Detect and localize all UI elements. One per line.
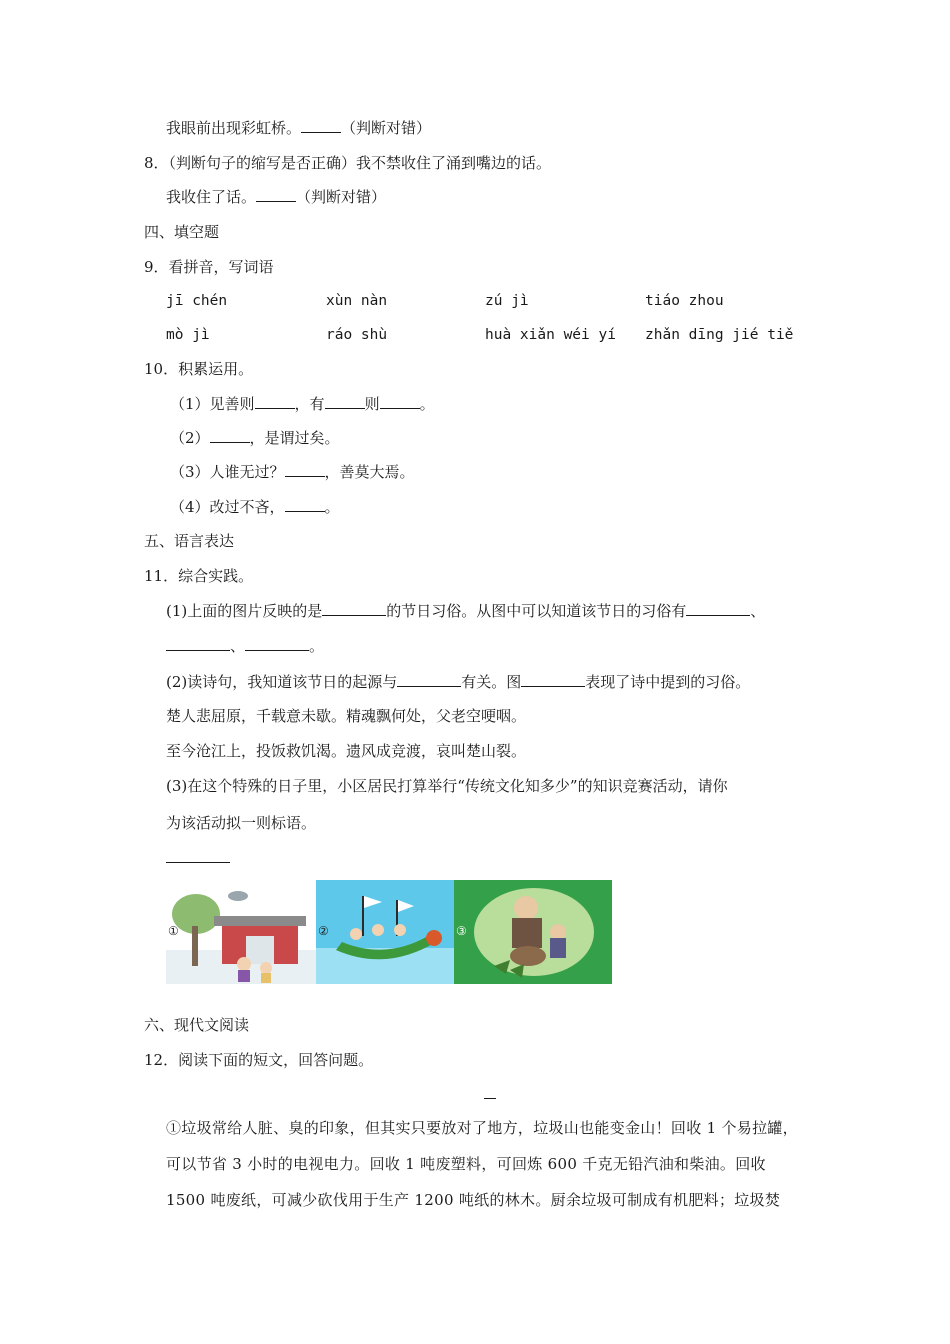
section-heading: 四、填空题 bbox=[144, 223, 220, 241]
dragon-boat-illustration bbox=[316, 880, 454, 984]
question-9: 9．看拼音，写词语 bbox=[144, 258, 274, 276]
answer-blank[interactable] bbox=[322, 601, 386, 616]
q10-item-1: （1）见善则 ，有 则 。 bbox=[170, 395, 435, 413]
festival-picture-gate bbox=[166, 880, 316, 984]
section-heading: 五、语言表达 bbox=[144, 532, 235, 550]
answer-blank[interactable] bbox=[166, 848, 230, 863]
q11-part-3-cont: 为该活动拟一则标语。 bbox=[166, 814, 317, 832]
answer-blank[interactable] bbox=[301, 118, 341, 133]
pinyin-item: zhǎn dīng jié tiě bbox=[645, 327, 794, 343]
answer-blank[interactable] bbox=[210, 428, 250, 443]
pinyin-item: xùn nàn bbox=[326, 293, 388, 309]
answer-blank[interactable] bbox=[325, 394, 365, 409]
zongzi-making-illustration bbox=[454, 880, 612, 984]
question-8: 8．（判断句子的缩写是否正确）我不禁收住了涌到嘴边的话。 bbox=[144, 154, 552, 172]
pinyin-item: ráo shù bbox=[326, 327, 388, 343]
question-11: 11．综合实践。 bbox=[144, 567, 254, 585]
q11-part-2: (2)读诗句，我知道该节日的起源与 有关。图 表现了诗中提到的习俗。 bbox=[166, 673, 751, 691]
answer-blank[interactable] bbox=[285, 497, 325, 512]
q11-part-1-cont: 、 。 bbox=[166, 636, 324, 656]
q11-part-3: (3)在这个特殊的日子里，小区居民打算举行“传统文化知多少”的知识竞赛活动，请你 bbox=[166, 777, 728, 795]
pinyin-item: zú jì bbox=[485, 293, 529, 309]
gate-scene-illustration bbox=[166, 880, 316, 984]
answer-blank[interactable] bbox=[686, 601, 750, 616]
question-12: 12．阅读下面的短文，回答问题。 bbox=[144, 1051, 374, 1069]
passage-title-dash bbox=[484, 1098, 496, 1099]
poem-line: 至今沧江上，投饭救饥渴。遗风成竞渡，哀叫楚山裂。 bbox=[166, 742, 527, 760]
answer-blank[interactable] bbox=[256, 187, 296, 202]
q11-part-1: (1)上面的图片反映的是 的节日习俗。从图中可以知道该节日的习俗有 、 bbox=[166, 602, 766, 620]
q10-item-4: （4）改过不吝， 。 bbox=[170, 498, 340, 516]
festival-picture-zongzi bbox=[454, 880, 612, 984]
picture-label: ① bbox=[168, 924, 179, 938]
section-heading: 六、现代文阅读 bbox=[144, 1016, 250, 1034]
q7-line: 我眼前出现彩虹桥。 （判断对错） bbox=[166, 119, 432, 137]
answer-blank[interactable] bbox=[397, 672, 461, 687]
answer-blank[interactable] bbox=[166, 636, 230, 651]
question-10: 10．积累运用。 bbox=[144, 360, 254, 378]
pinyin-item: huà xiǎn wéi yí bbox=[485, 327, 616, 343]
pinyin-item: tiáo zhou bbox=[645, 293, 724, 309]
q10-item-3: （3）人谁无过？ ，善莫大焉。 bbox=[170, 463, 415, 481]
answer-blank[interactable] bbox=[255, 394, 295, 409]
answer-blank[interactable] bbox=[521, 672, 585, 687]
pinyin-item: mò jì bbox=[166, 327, 210, 343]
slogan-line bbox=[166, 848, 230, 868]
festival-picture-dragon-boat bbox=[316, 880, 454, 984]
answer-blank[interactable] bbox=[380, 394, 420, 409]
picture-label: ② bbox=[318, 924, 329, 938]
answer-blank[interactable] bbox=[285, 462, 325, 477]
poem-line: 楚人悲屈原，千载意未歇。精魂飘何处，父老空哽咽。 bbox=[166, 707, 527, 725]
passage-paragraph: ①垃圾常给人脏、臭的印象，但其实只要放对了地方，垃圾山也能变金山！回收 1 个易拉罐，可以节省 3 小时的电视电力。回收 1 吨废塑料，可回炼 600 千克无铅汽油和柴油。回收 1500 吨废纸，可减少砍伐用于生产 1200 吨纸的林木。厨余垃圾可制成有机肥料；垃圾焚 bbox=[166, 1119, 798, 1209]
q8-line: 我收住了话。 （判断对错） bbox=[166, 188, 387, 206]
answer-blank[interactable] bbox=[245, 636, 309, 651]
q10-item-2: （2） ，是谓过矣。 bbox=[170, 429, 340, 447]
picture-label: ③ bbox=[456, 924, 467, 938]
pinyin-item: jī chén bbox=[166, 293, 228, 309]
